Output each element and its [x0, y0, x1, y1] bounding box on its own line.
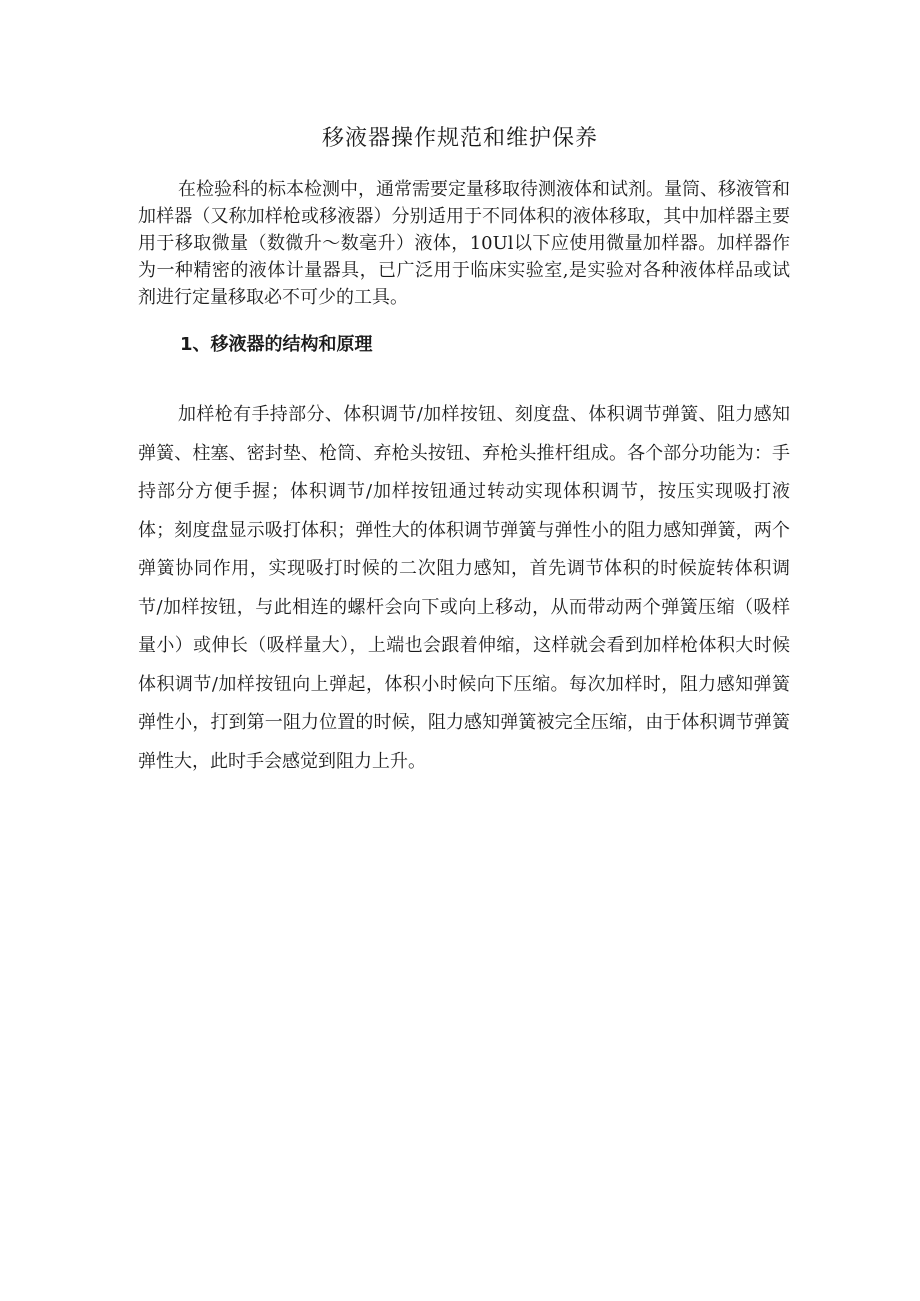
document-title: 移液器操作规范和维护保养: [321, 126, 598, 151]
intro-paragraph: 在检验科的标本检测中，通常需要定量移取待测液体和试剂。量筒、移液管和加样器（又称加样枪或移液器）分别适用于不同体积的液体移取，其中加样器主要用于移取微量（数微升～数毫升）液体，10Ul以下应使用微量加样器。加样器作为一种精密的液体计量器具，已广泛用于临床实验室,是实验对各种液体样品或试剂进行定量移取必不可少的工具。: [138, 179, 790, 308]
section-heading-structure-principle: 1、移液器的结构和原理: [180, 334, 373, 355]
section-paragraph-structure-principle: 加样枪有手持部分、体积调节/加样按钮、刻度盘、体积调节弹簧、阻力感知弹簧、柱塞、密封垫、枪筒、弃枪头按钮、弃枪头推杆组成。各个部分功能为：手持部分方便手握；体积调节/加样按钮通过转动实现体积调节，按压实现吸打液体；刻度盘显示吸打体积；弹性大的体积调节弹簧与弹性小的阻力感知弹簧，两个弹簧协同作用，实现吸打时候的二次阻力感知，首先调节体积的时候旋转体积调节/加样按钮，与此相连的螺杆会向下或向上移动，从而带动两个弹簧压缩（吸样量小）或伸长（吸样量大），上端也会跟着伸缩，这样就会看到加样枪体积大时候体积调节/加样按钮向上弹起，体积小时候向下压缩。每次加样时，阻力感知弹簧弹性小，打到第一阻力位置的时候，阻力感知弹簧被完全压缩，由于体积调节弹簧弹性大，此时手会感觉到阻力上升。: [138, 404, 790, 772]
